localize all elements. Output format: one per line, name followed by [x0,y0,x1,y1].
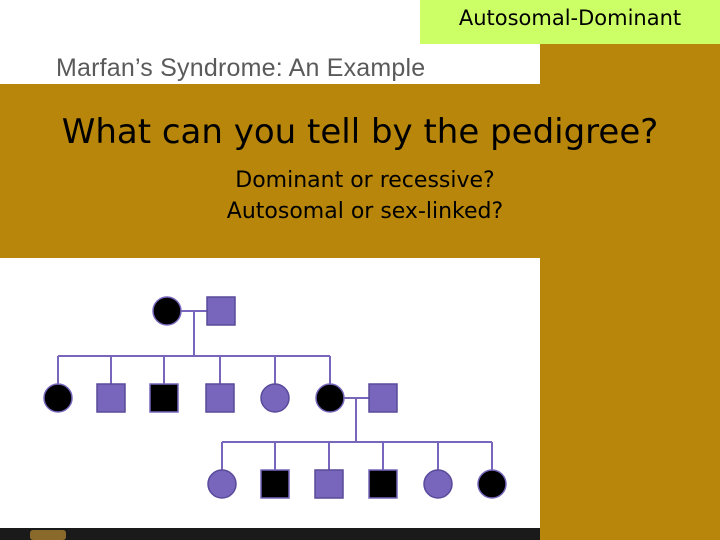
gen3-female-unaffected-1 [208,470,236,498]
question-heading: What can you tell by the pedigree? [61,112,659,152]
gen2-female-unaffected [261,384,289,412]
bottom-logo-fragment [30,530,66,540]
right-side-panel [540,0,720,540]
gen3-female-unaffected-2 [424,470,452,498]
slide-subtitle: Marfan’s Syndrome: An Example [56,54,426,82]
gen3-female-affected [478,470,506,498]
gen1-male-unaffected [207,297,235,325]
gen2-spouse-male-unaffected [369,384,397,412]
gen2-male-unaffected-1 [97,384,125,412]
gen2-male-unaffected-2 [206,384,234,412]
question-dominance: Dominant or recessive? [235,168,495,193]
gen1-female-affected [153,297,181,325]
answer-badge: Autosomal-Dominant [420,0,720,44]
pedigree-chart [0,258,540,528]
gen2-female-affected-2 [316,384,344,412]
question-linkage: Autosomal or sex-linked? [226,199,504,224]
bottom-strip [0,528,540,540]
gen3-male-affected-1 [261,470,289,498]
gen3-male-affected-2 [369,470,397,498]
gen2-male-affected [150,384,178,412]
gen2-female-affected-1 [44,384,72,412]
gen3-male-unaffected [315,470,343,498]
